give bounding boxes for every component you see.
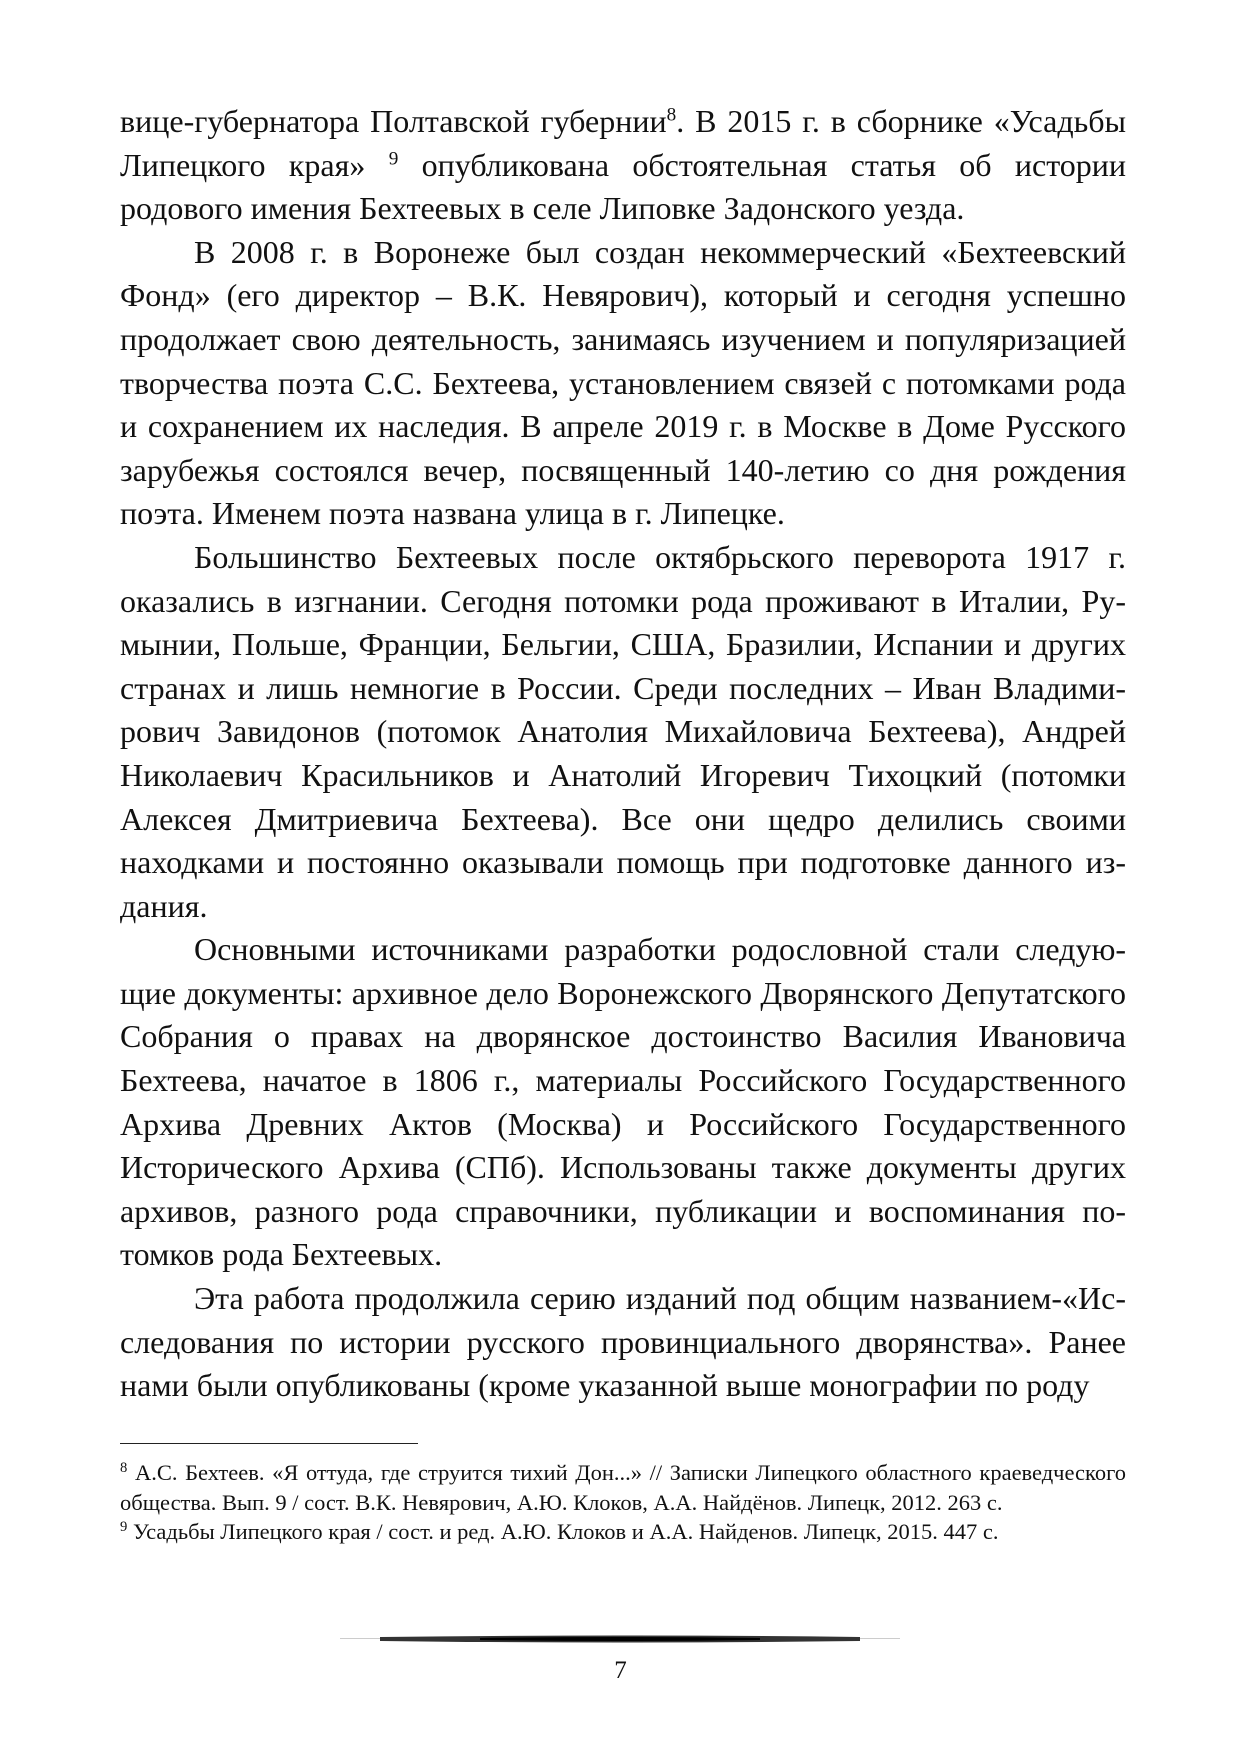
text-run: Эта работа продолжила серию изданий под общим названием-«Исследования по истории русского провинциального дворянства». Ранее нами были опубликованы (кроме указанной выше монографии по роду (120, 1280, 1126, 1404)
footnote-text: Усадьбы Липецкого края / сост. и ред. А.Ю. Клоков и А.А. Найденов. Липецк, 2015. 447 с. (127, 1519, 999, 1544)
footnote-mark: 9 (120, 1518, 128, 1535)
footnote-ref[interactable]: 9 (388, 148, 399, 170)
footnote (120, 1517, 1126, 1547)
body-text (120, 100, 1126, 1408)
footnote (120, 1458, 1126, 1517)
paragraph (120, 1277, 1126, 1408)
page-number: 7 (614, 1657, 627, 1684)
footnote-ref[interactable]: 8 (666, 104, 677, 126)
footnote-separator (120, 1443, 418, 1444)
text-run: Большинство Бехтеевых после октябрьского переворота 1917 г. оказались в изгнании. Сегодня потомки рода проживают в Италии, Румынии, Польше, Франции, Бельгии, США, Бразилии, Испании и других странах и лишь немногие в России. Среди последних – Иван Владимирович Завидонов (потомок Анатолия Михайловича Бехтеева), Андрей Николаевич Красильников и Анатолий Игоревич Тихоцкий (потомки Алексея Дмитриевича Бехтеева). Все они щедро делились своими находками и постоянно оказывали помощь при подготовке данного издания. (120, 538, 1126, 924)
text-run: вице-губернатора Полтавской губернии (120, 103, 667, 139)
text-run: Основными источниками разработки родословной стали следующие документы: архивное дело Воронежского Дворянского Депутатского Собрания о правах на дворянское достоинство Василия Ивановича Бехтеева, начатое в 1806 г., материалы Российского Государственного Архива Древних Актов (Москва) и Российского Государственного Исторического Архива (СПб). Использованы также документы других архивов, разного рода справочники, публикации и воспоминания потомков рода Бехтеевых. (120, 931, 1126, 1273)
text-run: опубликована обстоятельная статья об истории родового имения Бехтеевых в селе Липовке Задонского уезда. (120, 146, 1127, 227)
footnote-text: А.С. Бехтеев. «Я оттуда, где струится тихий Дон...» // Записки Липецкого областного краеведческого общества. Вып. 9 / сост. В.К. Невярович, А.Ю. Клоков, А.А. Найдёнов. Липецк, 2012. 263 с. (120, 1460, 1126, 1515)
paragraph (120, 536, 1126, 928)
text-run: В 2008 г. в Воронеже был создан некоммерческий «Бехтеевский Фонд» (его директор – В.К. Невярович), который и сегодня успешно продолжает свою деятельность, занимаясь изучением и популяризацией творчества поэта С.С. Бехтеева, установлением связей с потомками рода и сохранением их наследия. В апреле 2019 г. в Москве в Доме Русского зарубежья состоялся вечер, посвященный 140-летию со дня рождения поэта. Именем поэта названа улица в г. Липецке. (120, 233, 1126, 532)
footnote-mark: 8 (120, 1459, 128, 1476)
text-run: . В 2015 г. в сборнике «Усадьбы Липецкого края» (120, 103, 1127, 183)
paragraph (120, 231, 1126, 536)
footnotes (120, 1458, 1126, 1547)
footer-ornament (340, 1632, 900, 1646)
paragraph (120, 100, 1126, 231)
paragraph (120, 928, 1126, 1277)
